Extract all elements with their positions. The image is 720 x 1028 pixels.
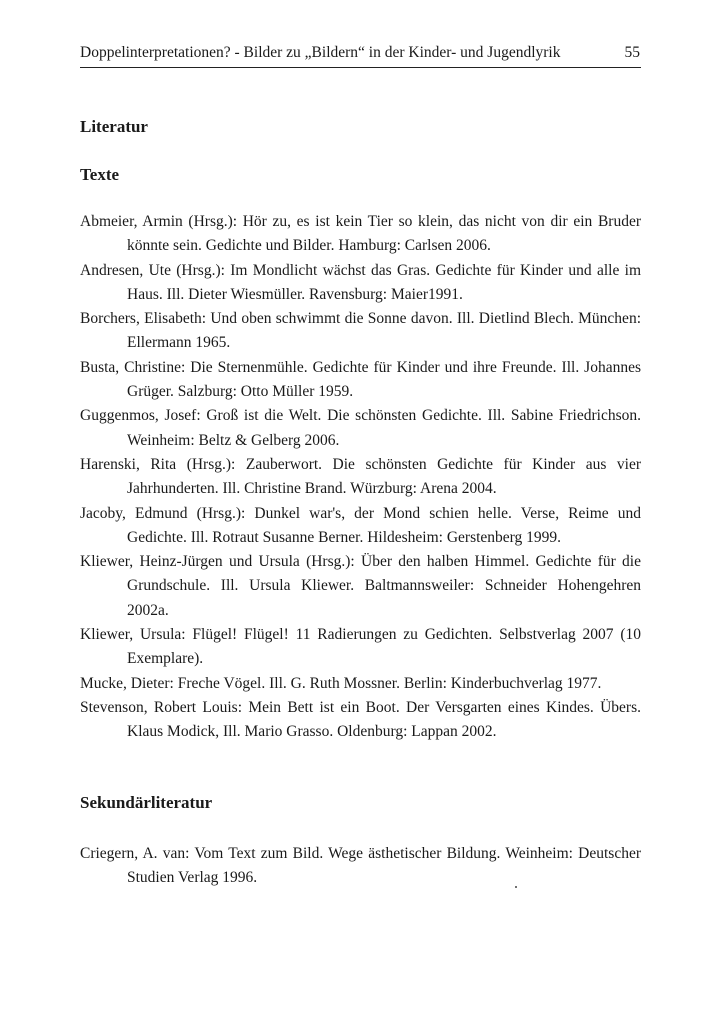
list-item: Stevenson, Robert Louis: Mein Bett ist ein Boot. Der Versgarten eines Kindes. Übers. Klaus Modick, Ill. Mario Grasso. Oldenburg: Lappan 2002. <box>80 698 641 741</box>
running-header <box>80 44 640 62</box>
list-item: Jacoby, Edmund (Hrsg.): Dunkel war's, der Mond schien helle. Verse, Reime und Gedichte. Ill. Rotraut Susanne Berner. Hildesheim: Gerstenberg 1999. <box>80 504 641 546</box>
list-item: Borchers, Elisabeth: Und oben schwimmt die Sonne davon. Ill. Dietlind Blech. München: Ellermann 1965. <box>80 310 641 352</box>
list-item: Kliewer, Ursula: Flügel! Flügel! 11 Radierungen zu Gedichten. Selbstverlag 2007 (10 Exemplare). <box>80 626 641 668</box>
list-item: Andresen, Ute (Hrsg.): Im Mondlicht wächst das Gras. Gedichte für Kinder und alle im Haus. Ill. Dieter Wiesmüller. Ravensburg: Maier1991. <box>80 261 641 303</box>
list-item: Mucke, Dieter: Freche Vögel. Ill. G. Ruth Mossner. Berlin: Kinderbuchverlag 1977. <box>80 674 602 692</box>
running-title: Doppelinterpretationen? - Bilder zu „Bildern“ in der Kinder- und Jugendlyrik <box>80 44 561 61</box>
page-number: 55 <box>624 44 640 61</box>
list-item: Harenski, Rita (Hrsg.): Zauberwort. Die schönsten Gedichte für Kinder aus vier Jahrhunderten. Ill. Christine Brand. Würzburg: Arena 2004. <box>80 455 641 498</box>
texte-list <box>80 210 641 745</box>
list-item: Criegern, A. van: Vom Text zum Bild. Wege ästhetischer Bildung. Weinheim: Deutscher Studien Verlag 1996. <box>80 845 641 887</box>
list-item: Kliewer, Heinz-Jürgen und Ursula (Hrsg.): Über den halben Himmel. Gedichte für die Grundschule. Ill. Ursula Kliewer. Baltmannsweiler: Schneider Hohengehren 2002a. <box>80 553 641 619</box>
heading-sekundaerliteratur: Sekundärliteratur <box>80 793 213 812</box>
heading-literatur: Literatur <box>80 117 148 136</box>
list-item: Guggenmos, Josef: Groß ist die Welt. Die schönsten Gedichte. Ill. Sabine Friedrichson. Weinheim: Beltz & Gelberg 2006. <box>80 407 641 449</box>
list-item: Busta, Christine: Die Sternenmühle. Gedichte für Kinder und ihre Freunde. Ill. Johannes Grüger. Salzburg: Otto Müller 1959. <box>80 358 641 401</box>
heading-texte: Texte <box>80 165 120 184</box>
list-item: Abmeier, Armin (Hrsg.): Hör zu, es ist kein Tier so klein, das nicht von dir ein Bruder könnte sein. Gedichte und Bilder. Hamburg: Carlsen 2006. <box>80 213 641 255</box>
sekundaer-list <box>80 842 641 891</box>
speck <box>515 886 517 888</box>
header-rule <box>80 67 641 68</box>
